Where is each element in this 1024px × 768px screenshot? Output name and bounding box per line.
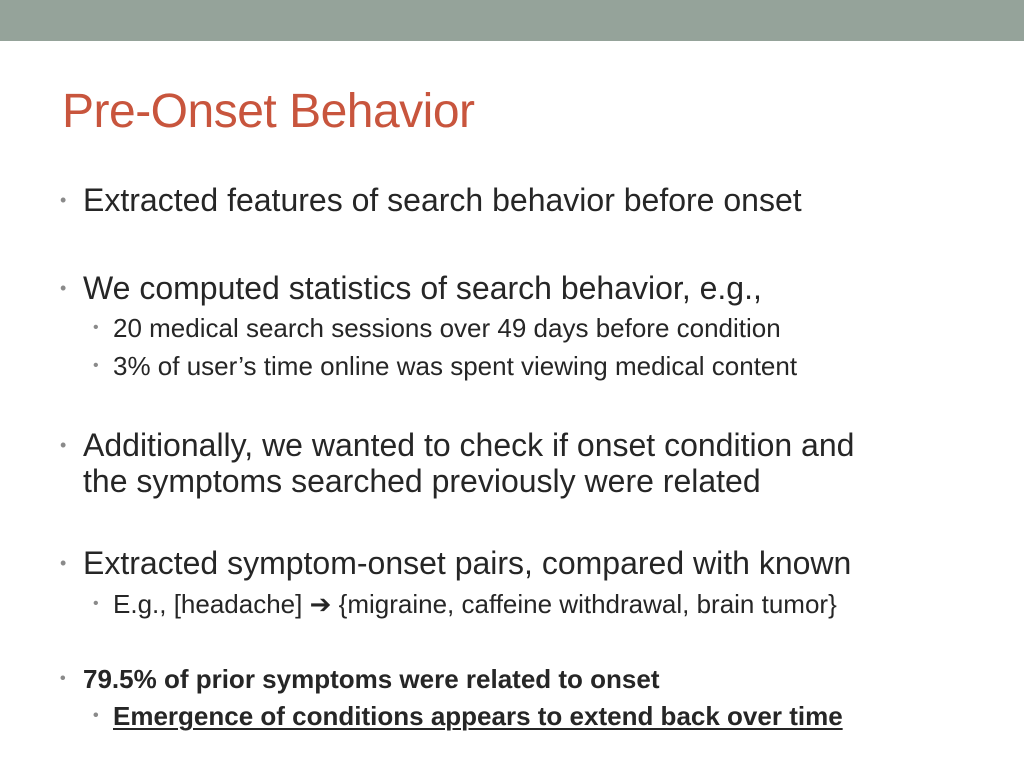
sub-bullet-4-1-prefix: E.g., [headache] (113, 589, 303, 619)
bullet-5 (60, 664, 660, 694)
bullet-1 (60, 182, 802, 218)
bullet-dot: • (93, 357, 99, 374)
bullet-3-line-1: Additionally, we wanted to check if onset condition and (83, 427, 855, 463)
sub-bullet-5-1-text: Emergence of conditions appears to extend back over time (113, 701, 843, 731)
sub-bullet-2-2 (93, 351, 798, 381)
bullet-dot: • (93, 595, 99, 612)
slide-title: Pre-Onset Behavior (62, 85, 475, 138)
bullet-dot: • (93, 707, 99, 724)
bullet-3-continuation (83, 463, 761, 499)
bullet-5-text: 79.5% of prior symptoms were related to onset (83, 664, 660, 694)
sub-bullet-2-2-text: 3% of user’s time online was spent viewing medical content (113, 351, 798, 381)
bullet-2-text: We computed statistics of search behavior, e.g., (83, 270, 762, 306)
bullet-dot: • (60, 553, 67, 573)
bullet-1-text: Extracted features of search behavior before onset (83, 182, 802, 218)
bullet-dot: • (60, 278, 67, 298)
bullet-4 (60, 545, 852, 581)
bullet-2 (60, 270, 762, 306)
bullet-3-line-2: the symptoms searched previously were related (83, 463, 761, 499)
bullet-dot: • (60, 435, 67, 455)
sub-bullet-2-1 (93, 313, 781, 343)
bullet-4-text: Extracted symptom-onset pairs, compared with known (83, 545, 852, 581)
sub-bullet-4-1 (93, 589, 837, 619)
bullet-dot: • (93, 319, 99, 336)
sub-bullet-2-1-text: 20 medical search sessions over 49 days before condition (113, 313, 781, 343)
sub-bullet-4-1-suffix: {migraine, caffeine withdrawal, brain tumor} (338, 589, 837, 619)
bullet-dot: • (60, 670, 66, 687)
sub-bullet-5-1 (93, 701, 843, 731)
bullet-3 (60, 427, 855, 463)
right-arrow-icon: ➔ (309, 589, 332, 619)
bullet-dot: • (60, 190, 67, 210)
